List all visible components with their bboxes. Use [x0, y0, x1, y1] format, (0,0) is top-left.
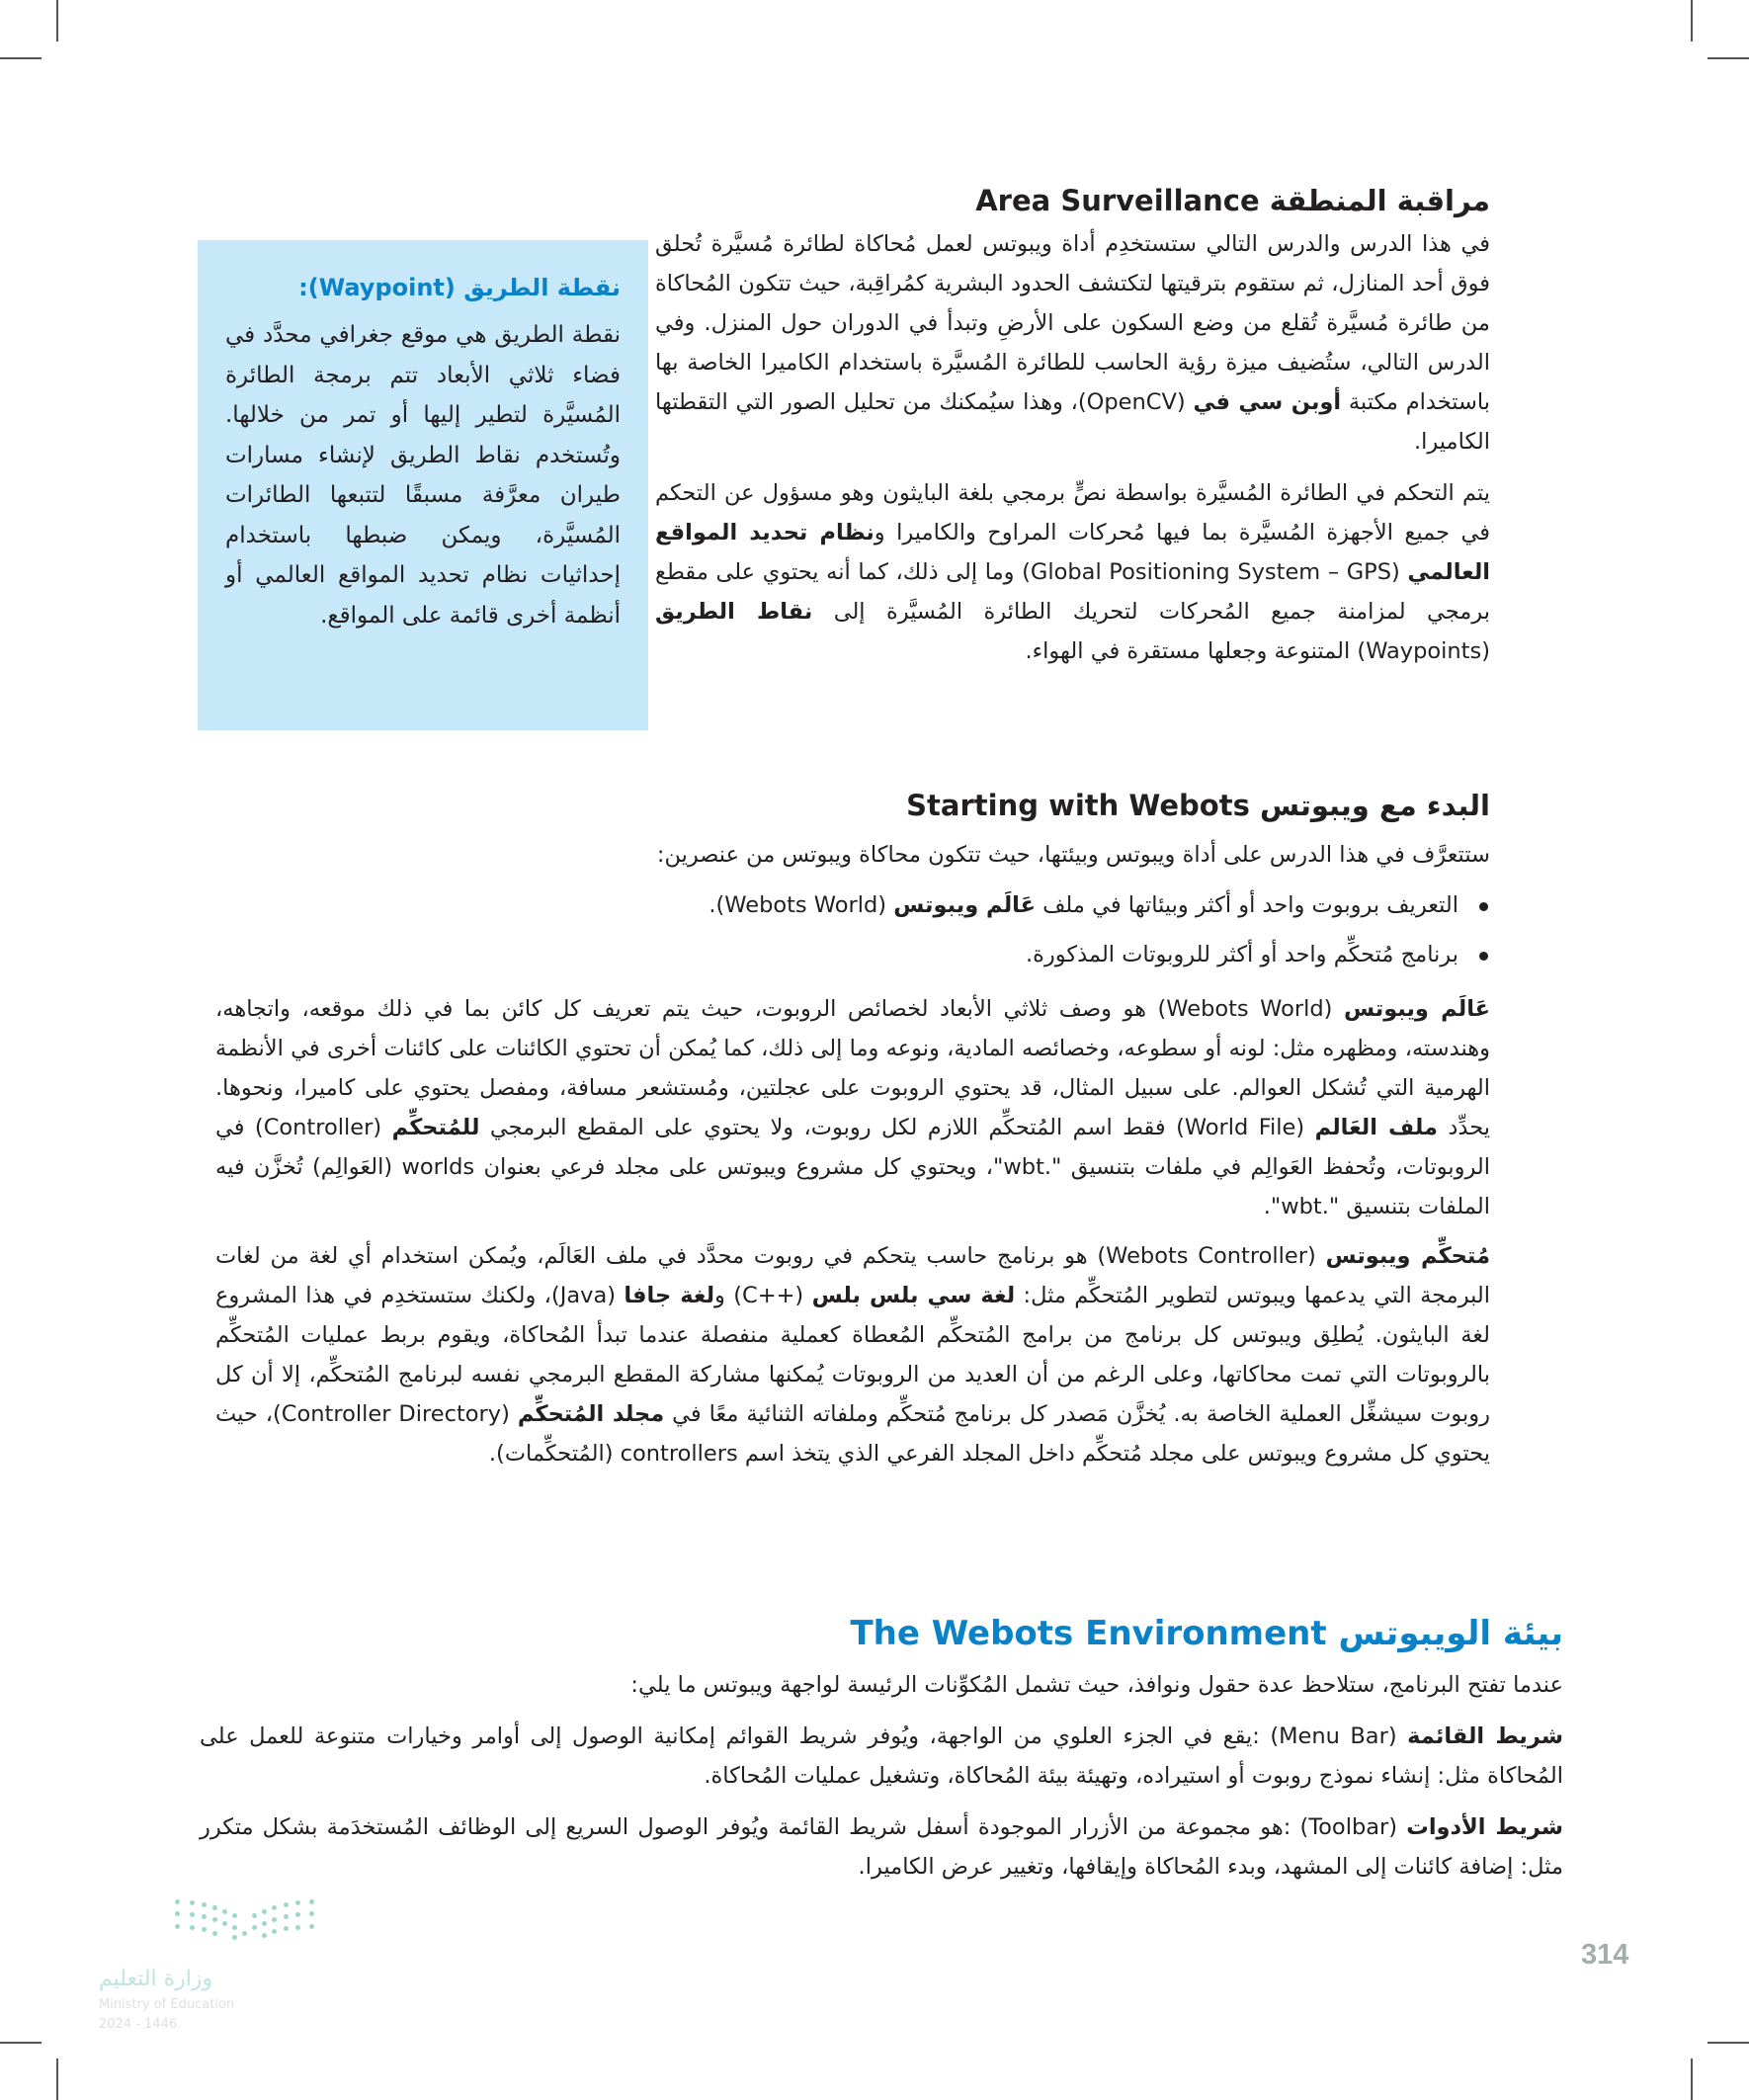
text: و	[714, 1283, 725, 1308]
crop-mark	[0, 57, 42, 59]
term: مُتحكِّم ويبوتس	[1325, 1243, 1491, 1269]
heading-ar: البدء مع ويبوتس	[1259, 789, 1490, 822]
text: التعريف بروبوت واحد أو أكثر وبيئاتها في ملف	[1042, 892, 1458, 918]
crop-mark	[1691, 2058, 1693, 2100]
text: فقط اسم المُتحكِّم اللازم لكل روبوت، ولا يحتوي على المقطع البرمجي	[489, 1115, 1166, 1140]
text: ، حيث يحتوي كل مشروع ويبوتس على مجلد مُتحكِّم داخل المجلد الفرعي الذي يتخذ اسم	[215, 1401, 1490, 1467]
term: للمُتحكِّم	[391, 1115, 480, 1140]
text: :هو مجموعة من الأزرار الموجودة أسفل شريط القائمة ويُوفر الوصول السريع إلى الوظائف المُستخدَمة بشكل متكرر مثل: إضافة كائنات إلى المشهد، وبدء المُحاكاة وإيقافها، وتغيير عرض الكاميرا.	[200, 1814, 1563, 1880]
paragraph	[655, 224, 1490, 462]
term-en: (Controller Directory)	[273, 1401, 510, 1427]
bullet-icon	[1479, 952, 1488, 961]
term-en: controllers	[620, 1441, 738, 1467]
term: أوبن سي في	[1193, 389, 1342, 415]
term: عَالَم ويبوتس	[893, 892, 1036, 918]
webots-world-paragraph	[215, 989, 1490, 1226]
heading-en: Starting with Webots	[906, 789, 1250, 822]
term-en: (Webots World)	[715, 892, 887, 918]
term: شريط الأدوات	[1406, 1814, 1564, 1840]
term-en: (Global Positioning System – GPS)	[1022, 559, 1400, 585]
definition-title: نقطة الطريق (Waypoint):	[298, 274, 621, 301]
logo-year: 2024 - 1446	[99, 2017, 178, 2032]
text: .	[708, 892, 716, 918]
intro-paragraph: عندما تفتح البرنامج، ستلاحظ عدة حقول ونوافذ، حيث تشمل المُكوِّنات الرئيسة لواجهة ويبوتس ما يلي:	[630, 1672, 1563, 1698]
term: نقاط الطريق	[655, 599, 813, 625]
intro-paragraph: ستتعرَّف في هذا الدرس على أداة ويبوتس وبيئتها، حيث تتكون محاكاة ويبوتس من عنصرين:	[656, 842, 1490, 868]
text: يتم التحكم في الطائرة المُسيَّرة بواسطة نصٍّ برمجي بلغة البايثون وهو مسؤول عن التحكم في جميع الأجهزة المُسيَّرة بما فيها مُحركات المراوح والكاميرا و	[655, 480, 1490, 546]
term-en: (World File)	[1176, 1115, 1305, 1140]
crop-mark	[1691, 0, 1693, 42]
waypoint-definition-box	[198, 240, 648, 730]
logo-text-en: Ministry of Education	[99, 1997, 235, 2012]
term-en: worlds	[401, 1154, 475, 1180]
term: عَالَم ويبوتس	[1343, 996, 1491, 1022]
term-en: (C++)	[733, 1283, 804, 1308]
text: برنامج مُتحكِّم واحد أو أكثر للروبوتات المذكورة.	[1025, 942, 1458, 967]
term: نظام تحديد المواقع العالمي	[655, 520, 1491, 585]
text: في هذا الدرس والدرس التالي ستستخدِم أداة ويبوتس لعمل مُحاكاة لطائرة مُسيَّرة تُحلق فوق أحد المنازل، ثم ستقوم بترقيتها لتكتشف الحدود البشرية كمُراقِبة، حيث تتكون المُحاكاة من طائرة مُسيَّرة تُقلع من وضع السكون على الأرضِ وتبدأ في الدوران حول المنزل. وفي الدرس التالي، ستُضيف ميزة رؤية الحاسب للطائرة المُسيَّرة باستخدام الكاميرا الخاصة بها باستخدام مكتبة	[655, 231, 1491, 415]
toolbar-paragraph	[200, 1807, 1563, 1887]
section-starting-with-webots	[215, 786, 1490, 1473]
paragraph	[655, 473, 1490, 671]
logo-dots-icon	[173, 1895, 321, 1955]
term: مجلد المُتحكِّم	[517, 1401, 665, 1427]
section-area-surveillance	[655, 181, 1490, 671]
crop-mark	[1707, 57, 1749, 59]
page-number: 314	[1581, 1939, 1629, 1971]
heading-ar: بيئة الويبوتس	[1338, 1614, 1563, 1653]
term: شريط القائمة	[1407, 1723, 1563, 1749]
term: لغة سي بلس بلس	[811, 1283, 1016, 1308]
heading-ar: مراقبة المنطقة	[1269, 184, 1490, 217]
text: المتنوعة وجعلها مستقرة في الهواء.	[1025, 638, 1351, 664]
menu-bar-paragraph	[200, 1717, 1563, 1796]
term-en: (Toolbar)	[1299, 1814, 1398, 1840]
term-en: (Controller)	[254, 1115, 382, 1140]
ministry-of-education-logo	[99, 1895, 296, 2044]
text: (العَوالِم) تُخزَّن فيه الملفات بتنسيق ".wbt".	[215, 1154, 1490, 1219]
bullet-list	[215, 881, 1490, 979]
term-en: (Java)	[550, 1283, 617, 1308]
section-heading	[655, 181, 1490, 220]
text: ، وهذا سيُمكنك من تحليل الصور التي التقطتها الكاميرا.	[655, 389, 1490, 455]
section-webots-environment	[200, 1614, 1563, 1887]
logo-text-ar: وزارة التعليم	[99, 1967, 213, 1991]
term-en: (Webots World)	[1157, 996, 1333, 1022]
term-en: (Menu Bar)	[1270, 1723, 1397, 1749]
term: لغة جافا	[624, 1283, 715, 1308]
heading-en: Area Surveillance	[975, 184, 1260, 217]
heading-en: The Webots Environment	[850, 1614, 1327, 1653]
crop-mark	[56, 2058, 58, 2100]
definition-text: نقطة الطريق هي موقع جغرافي محدَّد في فضاء ثلاثي الأبعاد تتم برمجة الطائرة المُسيَّرة لتطير إليها أو تمر من خلالها. وتُستخدم نقاط الطريق لإنشاء مسارات طيران معرَّفة مسبقًا لتتبعها الطائرات المُسيَّرة، ويمكن ضبطها باستخدام إحداثيات نظام تحديد المواقع العالمي أو أنظمة أخرى قائمة على المواقع.	[225, 322, 621, 629]
list-item	[215, 881, 1458, 930]
crop-mark	[56, 0, 58, 42]
term-en: (OpenCV)	[1077, 389, 1186, 415]
term-en: (Webots Controller)	[1097, 1243, 1316, 1269]
text: هو وصف ثلاثي الأبعاد لخصائص الروبوت، حيث يتم تعريف كل كائن بما في ذلك موقعه، واتجاهه، وهندسته، ومظهره مثل: لونه أو سطوعه، وخصائصه المادية، ونوعه وما إلى ذلك، كما يُمكن أن تحتوي الكائنات على كائنات أخرى في الأنظمة الهرمية التي تُشكل العوالم. على سبيل المثال، قد يحتوي الروبوت على عجلتين، ومُستشعر مسافة، ومفصل يحتوي على كاميرا، ونحوها. يحدِّد	[215, 996, 1490, 1140]
webots-controller-paragraph	[215, 1236, 1490, 1473]
term: ملف العَالم	[1314, 1115, 1438, 1140]
crop-mark	[1707, 2042, 1749, 2044]
text: :يقع في الجزء العلوي من الواجهة، ويُوفر شريط القوائم إمكانية الوصول إلى أوامر وخيارات متنوعة للعمل على المُحاكاة مثل: إنشاء نموذج روبوت أو استيراده، وتهيئة بيئة المُحاكاة، وتشغيل عمليات المُحاكاة.	[200, 1723, 1563, 1789]
section-heading	[215, 786, 1490, 825]
term-en: (Waypoints)	[1357, 638, 1490, 664]
text: ، ولكنك ستستخدِم في هذا المشروع لغة البايثون. يُطلِق ويبوتس كل برنامج من برامج المُتحكِّم المُعطاة كعملية منفصلة عندما تبدأ المُحاكاة، ويقوم بربط عمليات المُتحكِّم بالروبوتات التي تمت محاكاتها، وعلى الرغم من أن العديد من الروبوتات يُمكنها مشاركة المقطع البرمجي نفسه لبرنامج المُتحكِّم، إلا أن كل روبوت سيشغِّل العملية الخاصة به. يُخزَّن مَصدر كل برنامج مُتحكِّم وملفاته الثنائية معًا في	[215, 1283, 1490, 1427]
text: (المُتحكِّمات).	[488, 1441, 614, 1467]
section-heading	[200, 1614, 1563, 1653]
list-item	[215, 930, 1458, 979]
text: وما إلى ذلك، كما أنه يحتوي على مقطع برمجي لمزامنة جميع المُحركات لتحريك الطائرة المُسيَّرة إلى	[655, 559, 1490, 625]
bullet-icon	[1479, 902, 1488, 911]
text: هو برنامج حاسب يتحكم في روبوت محدَّد في ملف العَالَم، ويُمكن استخدام أي لغة من لغات البرمجة التي يدعمها ويبوتس لتطوير المُتحكِّم مثل:	[215, 1243, 1491, 1308]
text: في الروبوتات، وتُحفظ العَوالِم في ملفات بتنسيق ".wbt"، ويحتوي كل مشروع ويبوتس على مجلد فرعي بعنوان	[215, 1115, 1491, 1180]
crop-mark	[0, 2042, 42, 2044]
